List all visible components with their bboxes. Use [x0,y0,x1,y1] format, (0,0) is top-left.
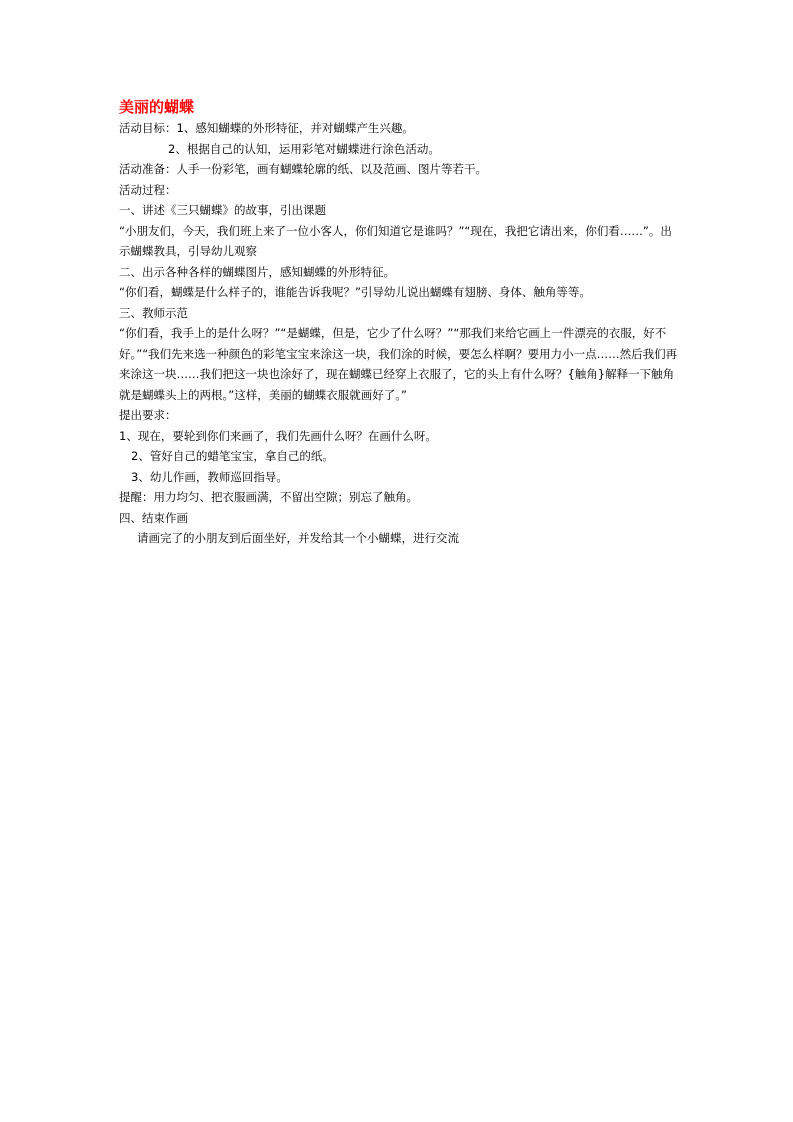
requirements-heading: 提出要求： [119,408,177,422]
document-body [119,96,681,549]
document-title: 美丽的蝴蝶 [119,98,195,116]
step-2-heading: 二、出示各种各样的蝴蝶图片，感知蝴蝶的外形特征。 [119,264,395,279]
activity-preparation: 活动准备：人手一份彩笔，画有蝴蝶轮廓的纸、以及范画、图片等若干。 [119,162,487,176]
step-3-heading: 三、教师示范 [119,305,188,320]
step-4-text: 请画完了的小朋友到后面坐好，并发给其一个小蝴蝶，进行交流 [137,531,459,545]
activity-goal-1: 活动目标：1、感知蝴蝶的外形特征，并对蝴蝶产生兴趣。 [119,121,414,135]
requirement-1: 1、现在，要轮到你们来画了，我们先画什么呀？在画什么呀。 [119,428,437,443]
step-2-text: “你们看，蝴蝶是什么样子的，谁能告诉我呢？”引导幼儿说出蝴蝶有翅膀、身体、触角等等。 [119,285,591,299]
reminder: 提醒：用力均匀、把衣服画满，不留出空隙；别忘了触角。 [119,490,418,504]
activity-goal-2: 2、根据自己的认知，运用彩笔对蝴蝶进行涂色活动。 [168,141,440,156]
activity-process-heading: 活动过程： [119,182,177,197]
step-3-text: “你们看，我手上的是什么呀？”“是蝴蝶，但是，它少了什么呀？”“那我们来给它画上一件漂亮的衣服，好不好。”“我们先来选一种颜色的彩笔宝宝来涂这一块，我们涂的时候，要怎么样啊？要用力小一点……然后我们再来涂这一块……我们把这一块也涂好了，现在蝴蝶已经穿上衣服了，它的头上有什么呀？{触角}解释一下触角就是蝴蝶头上的两根。”这样，美丽的蝴蝶衣服就画好了。” [119,326,678,402]
step-1-text: “小朋友们，今天，我们班上来了一位小客人，你们知道它是谁吗？”“现在，我把它请出来，你们看……”。出示蝴蝶教具，引导幼儿观察 [119,223,672,258]
step-1-heading: 一、讲述《三只蝴蝶》的故事，引出课题 [119,203,326,217]
requirement-3: 3、幼儿作画，教师巡回指导。 [131,469,288,484]
step-4-heading: 四、结束作画 [119,510,188,525]
requirement-2: 2、管好自己的蜡笔宝宝，拿自己的纸。 [131,449,334,463]
